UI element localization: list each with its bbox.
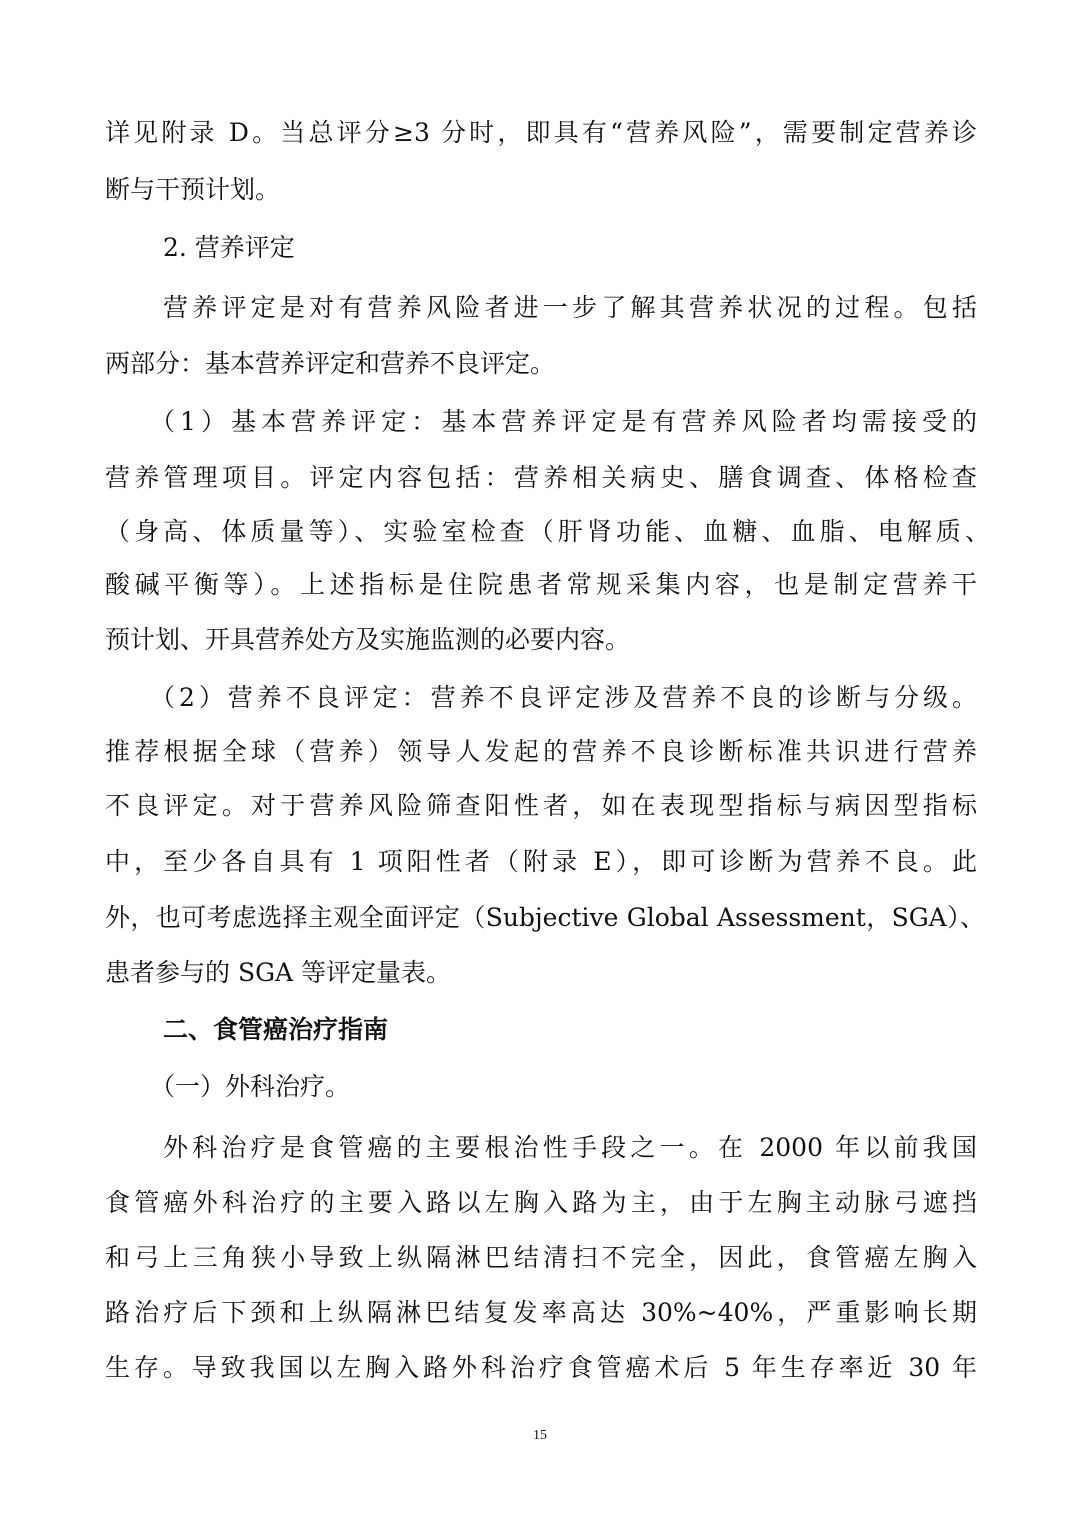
- paragraph-line: （身高、体质量等）、实验室检查（肝肾功能、血糖、血脂、电解质、: [105, 517, 990, 546]
- paragraph-line: 酸碱平衡等）。上述指标是住院患者常规采集内容，也是制定营养干: [105, 570, 977, 599]
- paragraph-line: 预计划、开具营养处方及实施监测的必要内容。: [105, 625, 631, 654]
- paragraph-line: 不良评定。对于营养风险筛查阳性者，如在表现型指标与病因型指标: [105, 791, 977, 820]
- page-number: 15: [533, 1428, 547, 1443]
- section-heading: 2. 营养评定: [163, 233, 295, 262]
- paragraph-line: 详见附录 D。当总评分≥3 分时，即具有“营养风险”，需要制定营养诊: [105, 118, 977, 147]
- paragraph-line: 路治疗后下颈和上纵隔淋巴结复发率高达 30%~40%，严重影响长期: [105, 1298, 977, 1327]
- paragraph-line: 食管癌外科治疗的主要入路以左胸入路为主，由于左胸主动脉弓遮挡: [105, 1188, 977, 1217]
- paragraph-line: （2）营养不良评定：营养不良评定涉及营养不良的诊断与分级。: [150, 683, 977, 712]
- paragraph-line: 断与干预计划。: [105, 175, 281, 204]
- chapter-heading: 二、食管癌治疗指南: [163, 1015, 389, 1044]
- paragraph-line: （1）基本营养评定：基本营养评定是有营养风险者均需接受的: [150, 407, 977, 436]
- paragraph-line: 患者参与的 SGA 等评定量表。: [105, 958, 452, 987]
- paragraph-line: 外，也可考虑选择主观全面评定（Subjective Global Assessment，SGA）、: [105, 903, 985, 932]
- paragraph-line: 外科治疗是食管癌的主要根治性手段之一。在 2000 年以前我国: [163, 1133, 977, 1162]
- paragraph-line: 两部分：基本营养评定和营养不良评定。: [105, 349, 556, 378]
- paragraph-line: 和弓上三角狭小导致上纵隔淋巴结清扫不完全，因此，食管癌左胸入: [105, 1243, 977, 1272]
- paragraph-line: 推荐根据全球（营养）领导人发起的营养不良诊断标准共识进行营养: [105, 737, 977, 766]
- paragraph-line: 营养评定是对有营养风险者进一步了解其营养状况的过程。包括: [163, 293, 977, 322]
- subsection-heading: （一）外科治疗。: [150, 1072, 351, 1101]
- paragraph-line: 营养管理项目。评定内容包括：营养相关病史、膳食调查、体格检查: [105, 463, 977, 492]
- paragraph-line: 生存。导致我国以左胸入路外科治疗食管癌术后 5 年生存率近 30 年: [105, 1353, 977, 1382]
- paragraph-line: 中，至少各自具有 1 项阳性者（附录 E），即可诊断为营养不良。此: [105, 847, 977, 876]
